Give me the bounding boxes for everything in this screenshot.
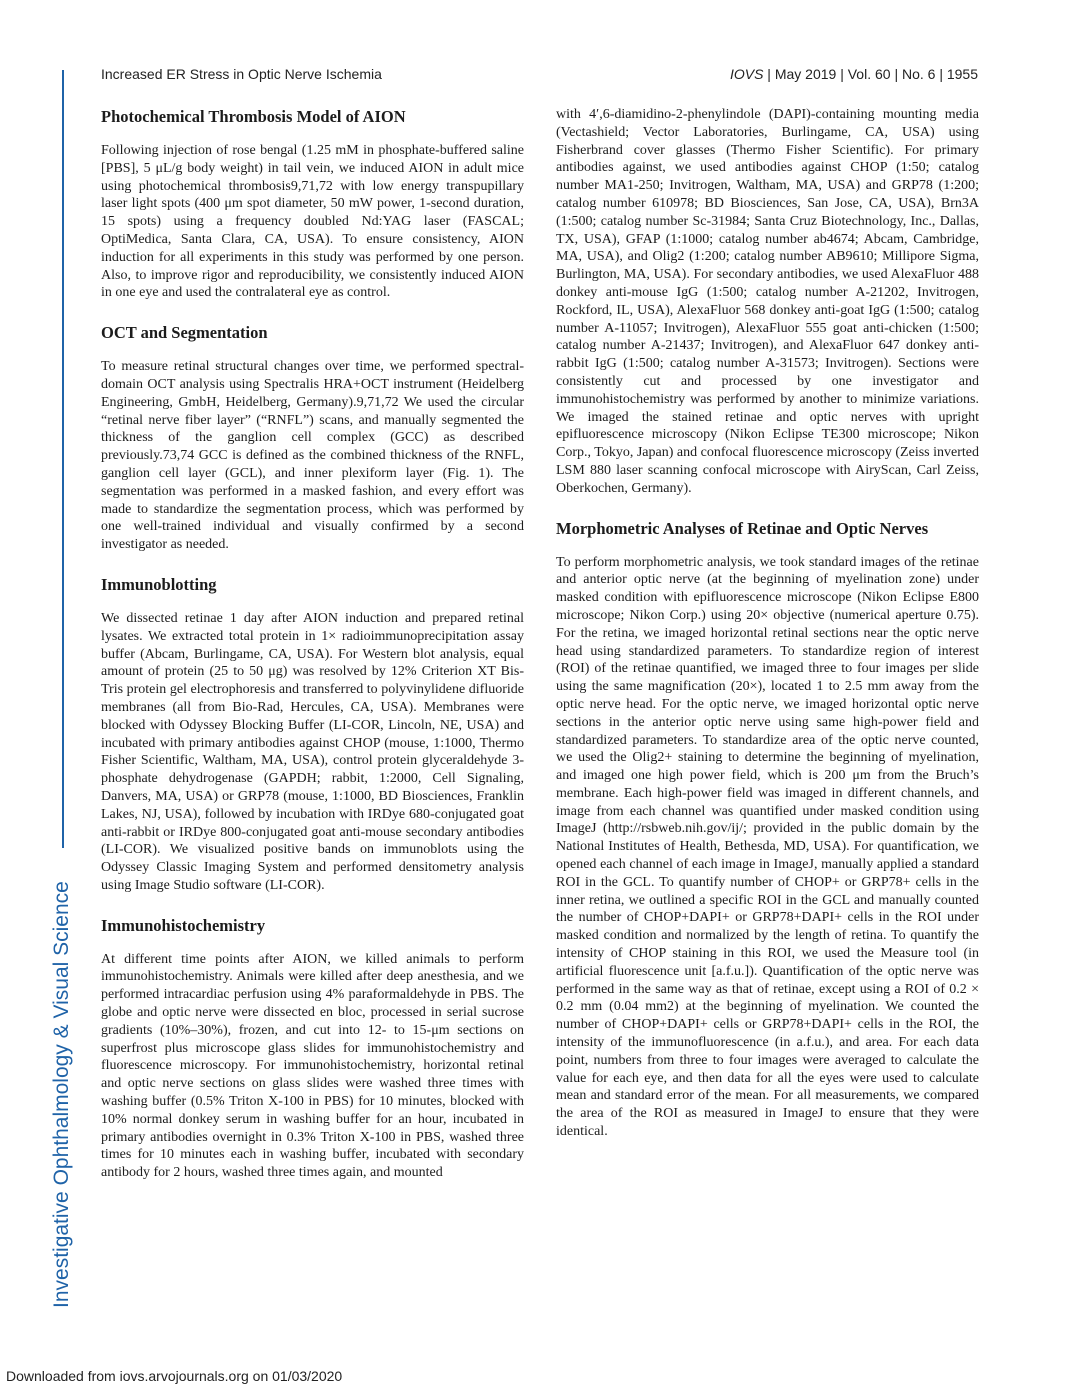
- running-header: [101, 66, 978, 86]
- paragraph-oct: To measure retinal structural changes over time, we performed spectral-domain OCT analysis using Spectralis HRA+OCT instrument (Heidelberg Engineering, GmbH, Heidelberg, Germany).9,71,72 We used the circular “retinal nerve fiber layer” (“RNFL”) scans, and manually segmented the thickness of the ganglion cell complex (GCC) as described previously.73,74 GCC is defined as the combined thickness of the RNFL, ganglion cell layer (GCL), and inner plexiform layer (Fig. 1). The segmentation was performed in a masked fashion, and every effort was made to standardize the segmentation process, which was performed by one well-trained individual and visually confirmed by a second investigator as needed.: [101, 359, 524, 553]
- paragraph-immunohistochemistry: At different time points after AION, we killed animals to perform immunohistochemistry. Animals were killed after deep anesthesia, and we performed intracardiac perfusion using 4% paraformaldehyde in PBS. The globe and optic nerve were dissected en bloc, processed in serial sucrose gradients (10%–30%), frozen, and cut into 12- to 15-μm sections on superfrost plus microscope glass slides for immunohistochemistry and fluorescence microscopy. For immunohistochemistry, horizontal retinal and optic nerve sections on glass slides were washed three times with washing buffer (0.5% Triton X-100 in PBS) for 10 minutes, blocked with 10% normal donkey serum in washing buffer for an hour, incubated in primary antibodies overnight in 0.3% Triton X-100 in PBS, washed three times for 10 minutes each in washing buffer, incubated with secondary antibody for 2 hours, washed three times again, and mounted: [101, 951, 524, 1181]
- running-title: Increased ER Stress in Optic Nerve Ischemia: [101, 66, 382, 82]
- section-heading-oct: OCT and Segmentation: [101, 323, 268, 343]
- section-heading-morphometric: Morphometric Analyses of Retinae and Optic Nerves: [556, 518, 929, 538]
- section-heading-thrombosis: Photochemical Thrombosis Model of AION: [101, 107, 406, 126]
- journal-name: IOVS: [729, 66, 764, 82]
- left-column: [101, 106, 524, 1182]
- paragraph-thrombosis: Following injection of rose bengal (1.25 mM in phosphate-buffered saline [PBS], 5 μL/g body weight) in tail vein, we induced AION in adult mice using photochemical thrombosis9,71,72 with low energy transpupillary laser light spots (400 μm spot diameter, 50 mW power, 1-second duration, 15 spots) using a frequency doubled Nd:YAG laser (FASCAL; OptiMedica, Santa Clara, CA, USA). To ensure consistency, AION induction for all experiments in this study was performed by one person. Also, to improve rigor and reproducibility, we consistently induced AION in one eye and used the contralateral eye as control.: [101, 143, 524, 301]
- paragraph-antibodies: with 4′,6-diamidino-2-phenylindole (DAPI)-containing mounting media (Vectashield; Vector Laboratories, Burlingame, CA, USA) using Fisherbrand cover glasses (Thermo Fisher Scientific). For primary antibodies against, we used antibodies against CHOP (1:50; catalog number MA1-250; Invitrogen, Waltham, MA, USA) and GRP78 (1:200; catalog number 610978; BD Biosciences, San Jose, CA, USA), Brn3A (1:500; catalog number Sc-31984; Santa Cruz Biotechnology, Inc., Dallas, TX, USA), GFAP (1:1000; catalog number ab4674; Abcam, Cambridge, MA, USA), and Olig2 (1:200; catalog number AB9610; Millipore Sigma, Burlington, MA, USA). For secondary antibodies, we used AlexaFluor 488 donkey anti-mouse IgG (1:500; catalog number A-21202, Invitrogen, Rockford, IL, USA), AlexaFluor 568 donkey anti-goat IgG (1:500; catalog number A-11057; Invitrogen), AlexaFluor 555 goat anti-chicken (1:500; catalog number A-21437; Invitrogen), and AlexaFluor 647 donkey anti-rabbit IgG (1:500; catalog number A-31573; Invitrogen). Sections were consistently cut and processed by one investigator and immunohistochemistry was performed by another to minimize variations. We imaged the stained retinae and optic nerves with upright epifluorescence microscopy (Nikon Eclipse TE300 microscope; Nikon Corp., Tokyo, Japan) and confocal fluorescence microscopy (Zeiss inverted LSM 880 laser scanning confocal microscope with AiryScan, Carl Zeiss, Oberkochen, Germany).: [556, 107, 979, 496]
- section-heading-immunoblotting: Immunoblotting: [101, 574, 217, 594]
- download-footer: Downloaded from iovs.arvojournals.org on 01/03/2020: [6, 1368, 343, 1384]
- journal-sidebar-label: Investigative Ophthalmology & Visual Science: [50, 881, 73, 1308]
- right-column: [556, 106, 979, 1141]
- section-heading-immunohistochemistry: Immunohistochemistry: [101, 915, 266, 935]
- issue-info: | May 2019 | Vol. 60 | No. 6 | 1955: [763, 66, 978, 82]
- journal-citation: [730, 66, 978, 82]
- sidebar-rule: [62, 70, 64, 848]
- paragraph-morphometric: To perform morphometric analysis, we took standard images of the retinae and anterior optic nerve (at the beginning of myelination zone) under masked condition with epifluorescence microscope (Nikon Eclipse E800 microscope; Nikon Corp.) using 20× objective (numerical aperture 0.75). For the retina, we imaged horizontal retinal sections near the optic nerve head using standardized parameters. To standardize region of interest (ROI) of the retinae quantified, we imaged three to four images per slide using the same magnification (20×), located 1 to 2.5 mm away from the optic nerve head. For the optic nerve, we imaged horizontal optic nerve sections in the anterior optic nerve using same high-power field and standardized parameters. To standardize area of the optic nerve counted, we used the Olig2+ staining to determine the beginning of myelination, and imaged one high power field, which is 200 μm from the Bruch’s membrane. Each high-power field was imaged in different channels, and image from each channel was quantified under masked condition using ImageJ (http://rsbweb.nih.gov/ij/; provided in the public domain by the National Institutes of Health, Bethesda, MD, USA). For quantification, we opened each channel of each image in ImageJ, manually applied a standard ROI in the GCL. To quantify number of CHOP+ or GRP78+ cells in the inner retina, we outlined a specific ROI in the GCL and manually counted the number of CHOP+DAPI+ or GRP78+DAPI+ cells in the ROI under masked condition and normalized by the length of retina. To quantify the intensity of CHOP staining in this ROI, we used the Measure tool (in artificial fluorescence unit [a.f.u.]). Quantification of the optic nerve was performed in the same way as that of retinae, except using a ROI of 0.2 × 0.2 mm (0.04 mm2) at the beginning of myelination. We counted the number of CHOP+DAPI+ cells or GRP78+DAPI+ cells in the ROI, the intensity of the immunofluorescence (in a.f.u.), and area. For each data point, numbers from three to four images were averaged to calculate the value for each eye, and then data for all the eyes were used to calculate mean and standard error of the mean. For all measurements, we compared the area of the ROI as measured in ImageJ to ensure that they were identical.: [556, 554, 979, 1140]
- paragraph-immunoblotting: We dissected retinae 1 day after AION induction and prepared retinal lysates. We extracted total protein in 1× radioimmunoprecipitation assay buffer (Abcam, Burlingame, CA, USA). For Western blot analysis, equal amount of protein (25 to 50 μg) was resolved by 12% Criterion XT Bis-Tris protein gel electrophoresis and transferred to polyvinylidene difluoride membranes (all from Bio-Rad, Hercules, CA, USA). Membranes were blocked with Odyssey Blocking Buffer (LI-COR, Lincoln, NE, USA) and incubated with primary antibodies against CHOP (mouse, 1:1000, Thermo Fisher Scientific, Waltham, MA, USA), control protein glyceraldehyde 3-phosphate dehydrogenase (GAPDH; rabbit, 1:2000, Cell Signaling, Danvers, MA, USA) or GRP78 (mouse, 1:1000, BD Biosciences, Franklin Lakes, NJ, USA), followed by incubation with IRDye 680-conjugated goat anti-rabbit or IRDye 800-conjugated goat anti-mouse secondary antibodies (LI-COR). We visualized positive bands on immunoblots using the Odyssey Classic Imaging System and performed densitometry analysis using Image Studio software (LI-COR).: [101, 610, 524, 893]
